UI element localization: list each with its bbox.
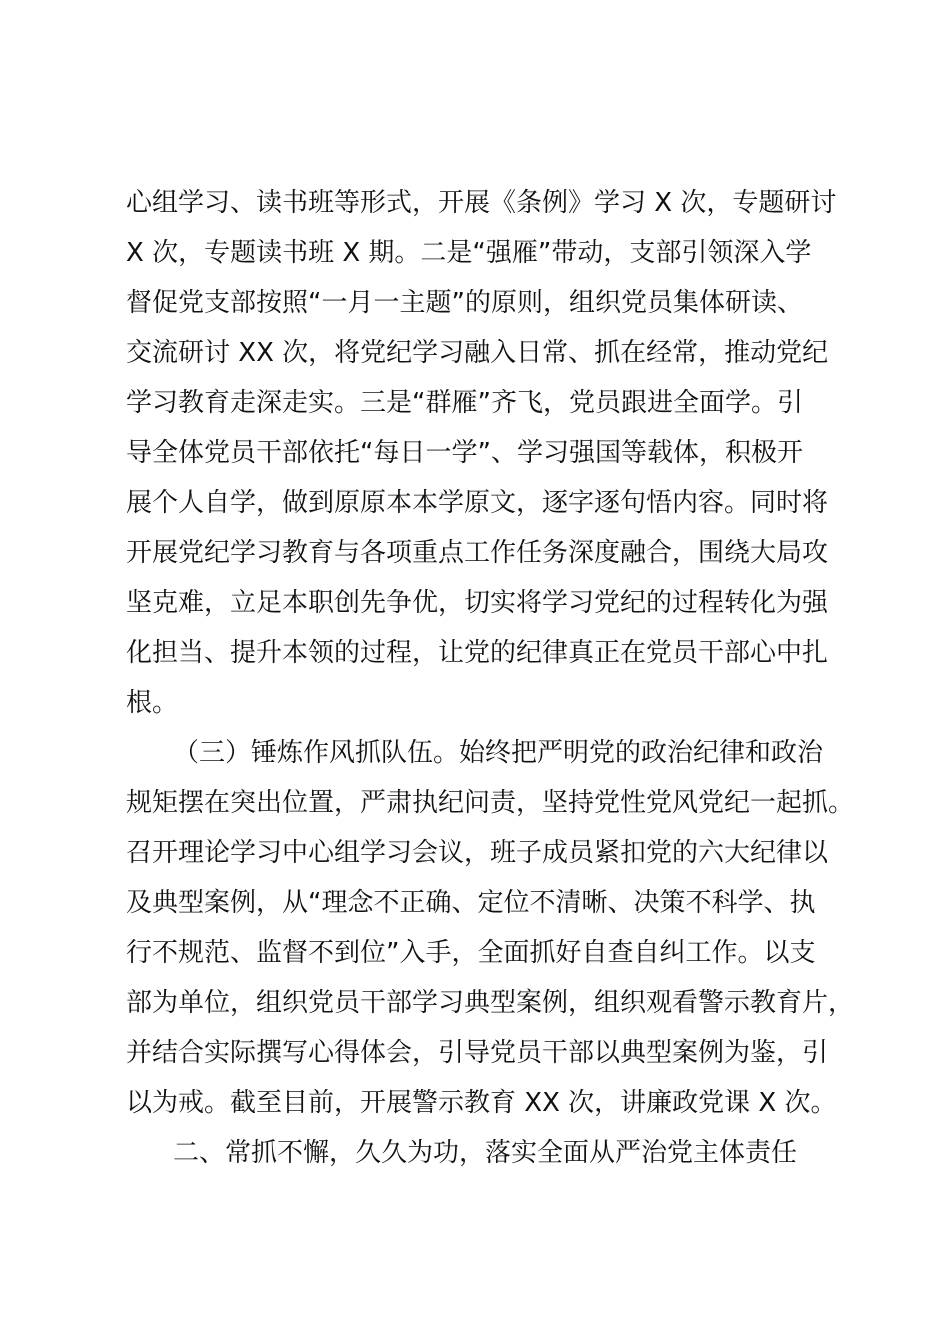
paragraph-line: 坚克难，立足本职创先争优，切实将学习党纪的过程转化为强 — [126, 588, 829, 618]
paragraph-line: 以为戒。截至目前，开展警示教育 XX 次，讲廉政党课 X 次。 — [126, 1088, 837, 1118]
paragraph-line: 导全体党员干部依托“每日一学”、学习强国等载体，积极开 — [126, 438, 803, 468]
paragraph-line: 部为单位，组织党员干部学习典型案例，组织观看警示教育片， — [126, 988, 855, 1018]
body-text — [126, 178, 855, 1178]
paragraph-line: 交流研讨 XX 次，将党纪学习融入日常、抓在经常，推动党纪 — [126, 338, 829, 368]
paragraph-line: 开展党纪学习教育与各项重点工作任务深度融合，围绕大局攻 — [126, 538, 829, 568]
paragraph-line: 督促党支部按照“一月一主题”的原则，组织党员集体研读、 — [126, 288, 803, 318]
paragraph-line: 心组学习、读书班等形式，开展《条例》学习 X 次，专题研讨 — [126, 188, 837, 218]
section-heading-2: 二、常抓不懈，久久为功，落实全面从严治党主体责任 — [173, 1138, 798, 1168]
paragraph-line: 展个人自学，做到原原本本学原文，逐字逐句悟内容。同时将 — [126, 488, 829, 518]
paragraph-line: 召开理论学习中心组学习会议，班子成员紧扣党的六大纪律以 — [126, 838, 829, 868]
paragraph-line: 根。 — [126, 688, 179, 718]
paragraph-line: 学习教育走深走实。三是“群雁”齐飞，党员跟进全面学。引 — [126, 388, 803, 418]
paragraph-line: 并结合实际撰写心得体会，引导党员干部以典型案例为鉴，引 — [126, 1038, 829, 1068]
paragraph-line: 及典型案例，从“理念不正确、定位不清晰、决策不科学、执 — [126, 888, 816, 918]
paragraph-line: 化担当、提升本领的过程，让党的纪律真正在党员干部心中扎 — [126, 638, 829, 668]
paragraph-line: 行不规范、监督不到位”入手，全面抓好自查自纠工作。以支 — [126, 938, 816, 968]
section-heading-3: （三）锤炼作风抓队伍。始终把严明党的政治纪律和政治 — [173, 738, 824, 768]
paragraph-line: 规矩摆在突出位置，严肃执纪问责，坚持党性党风党纪一起抓。 — [126, 788, 855, 818]
paragraph-line: X 次，专题读书班 X 期。二是“强雁”带动，支部引领深入学 — [126, 238, 812, 268]
